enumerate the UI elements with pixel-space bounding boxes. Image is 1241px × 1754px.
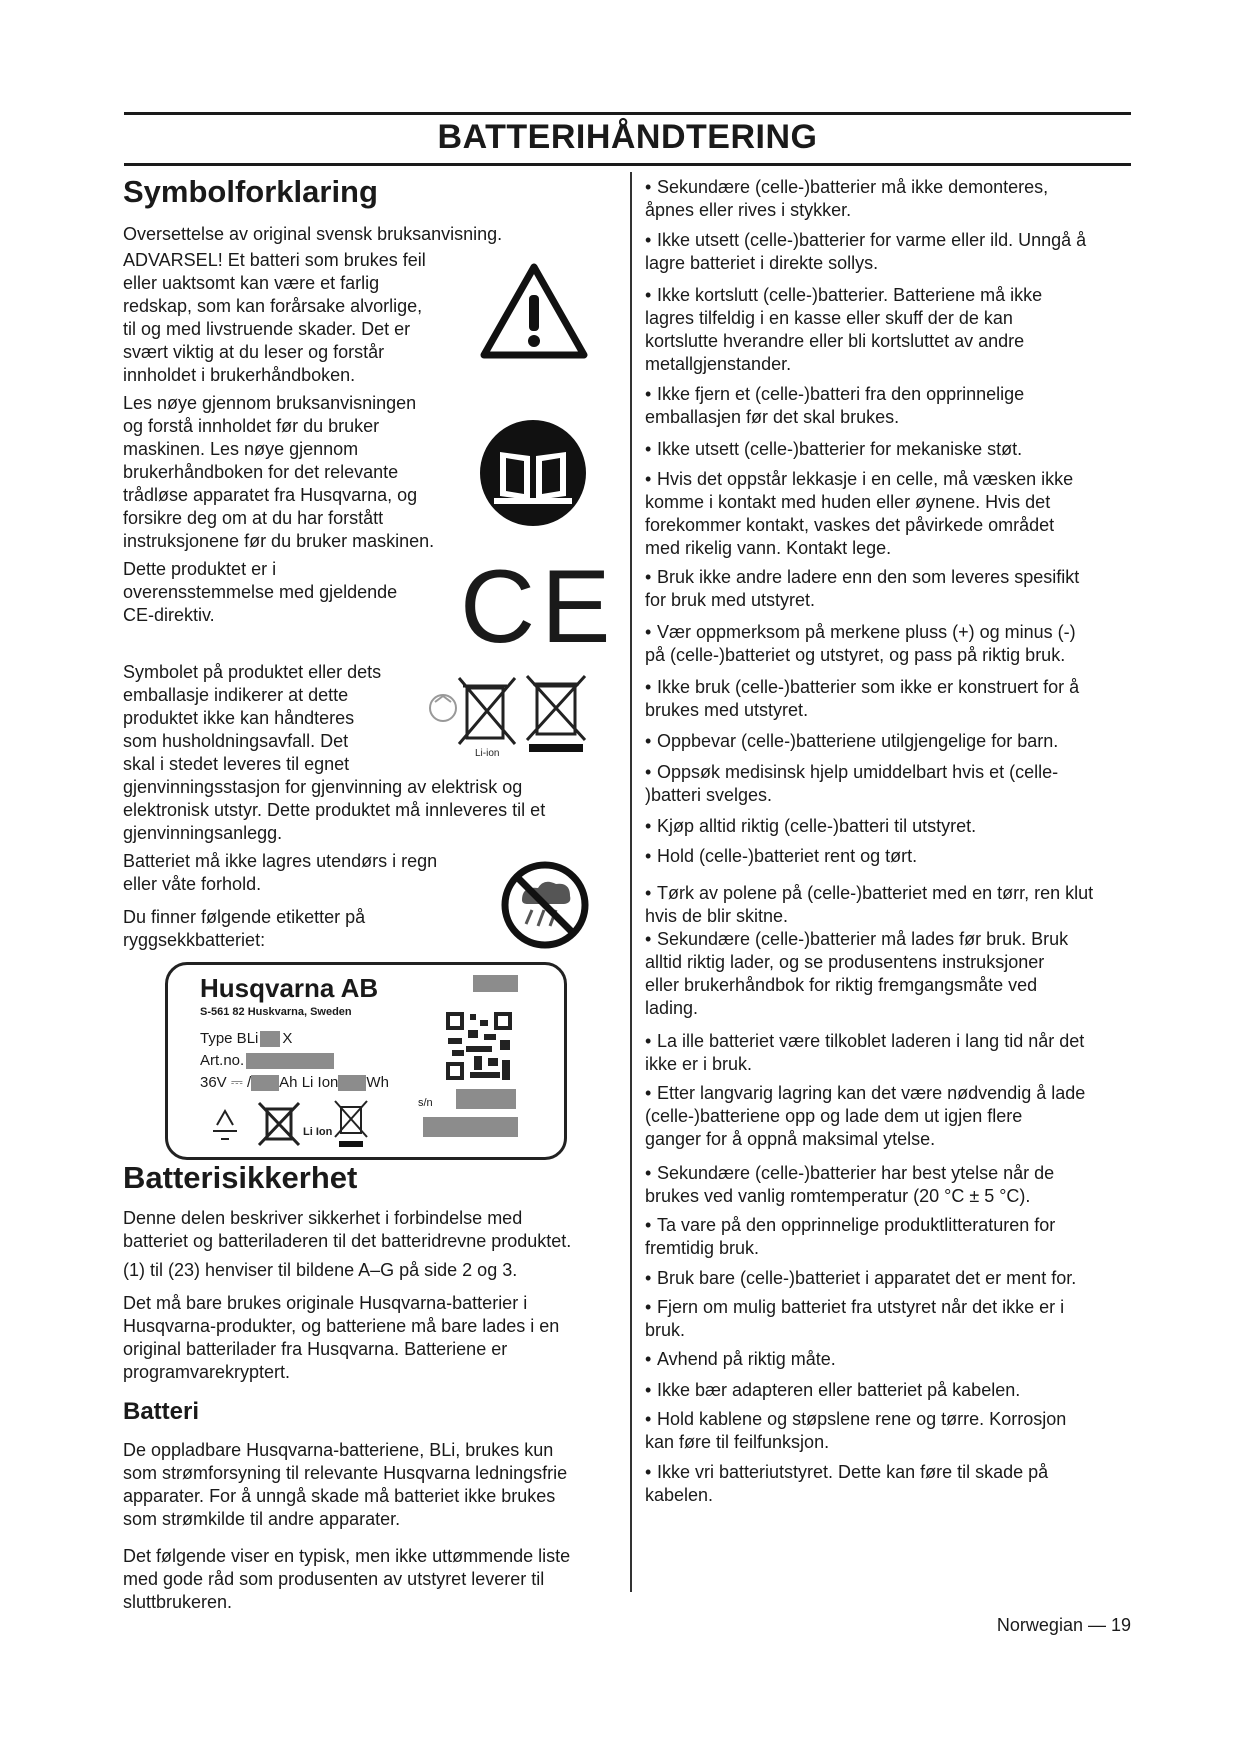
bullet-item: • Kjøp alltid riktig (celle-)batteri til utstyret. <box>645 816 977 836</box>
label-address: S-561 82 Huskvarna, Sweden <box>200 1006 352 1018</box>
manual-text: Les nøye gjennom bruksanvisningen og forstå innholdet før du bruker maskinen. Les nøye gjennom brukerhåndboken for det relevante trådløse apparatet fra Husqvarna, og forsikre deg om at du har forstått instruksjonene før du bruker maskinen. <box>123 393 435 551</box>
bullet-item: • Fjern om mulig batteriet fra utstyret når det ikke er i bruk. <box>645 1297 1065 1340</box>
label-brand: Husqvarna AB <box>200 973 379 1003</box>
safety-p1: Denne delen beskriver sikkerhet i forbindelse med batteriet og batteriladeren til det batteridrevne produktet. <box>123 1208 572 1251</box>
bullet-item: • Etter langvarig lagring kan det være nødvendig å lade (celle-)batteriene opp og lade dem ut igjen flere ganger for å oppnå maksimal ytelse. <box>645 1083 1086 1149</box>
bin-bar <box>529 744 583 752</box>
recycle-icon <box>213 1111 237 1139</box>
label-intro: Du finner følgende etiketter på ryggsekkbatteriet: <box>123 907 366 950</box>
bullet-item: • Vær oppmerksom på merkene pluss (+) og minus (-) på (celle-)batteriet og utstyret, og pass på riktig bruk. <box>645 622 1076 665</box>
bullet-item: • Sekundære (celle-)batterier må ikke demonteres, åpnes eller rives i stykker. <box>645 177 1049 220</box>
bullet-item: • Sekundære (celle-)batterier må lades før bruk. Bruk alltid riktig lader, og se produsentens instruksjoner eller brukerhåndbok for riktig fremgangsmåte ved lading. <box>645 929 1069 1018</box>
page-title: BATTERIHÅNDTERING <box>437 118 818 156</box>
weee-bin-icons <box>425 672 595 760</box>
battery-label <box>165 962 567 1160</box>
safety-p2: (1) til (23) henviser til bildene A–G på side 2 og 3. <box>123 1260 518 1280</box>
label-art: Art.no. <box>200 1052 334 1069</box>
bullet-item: • Avhend på riktig måte. <box>645 1349 836 1369</box>
crossed-bin-icon <box>459 678 515 744</box>
bullet-item: • Ikke bær adapteren eller batteriet på kabelen. <box>645 1380 1021 1400</box>
weee-text-long: gjenvinningsstasjon for gjenvinning av elektrisk og elektronisk utstyr. Dette produktet må innleveres til et gjenvinningsanlegg. <box>123 777 546 843</box>
ce-text: Dette produktet er i overensstemmelse med gjeldende CE-direktiv. <box>123 559 398 625</box>
bullet-item: • Ikke bruk (celle-)batterier som ikke er konstruert for å brukes med utstyret. <box>645 677 1080 720</box>
bullet-item: • Sekundære (celle-)batterier har best ytelse når de brukes ved vanlig romtemperatur (20 °C ± 5 °C). <box>645 1163 1055 1206</box>
bullet-item: • Oppbevar (celle-)batteriene utilgjengelige for barn. <box>645 731 1059 751</box>
bullet-item: • Ikke utsett (celle-)batterier for varme eller ild. Unngå å lagre batteriet i direkte sollys. <box>645 230 1087 273</box>
bullet-item: • Ikke fjern et (celle-)batteri fra den opprinnelige emballasjen før det skal brukes. <box>645 384 1025 427</box>
bullet-item: • Hvis det oppstår lekkasje i en celle, må væsken ikke komme i kontakt med huden eller øynene. Hvis det forekommer kontakt, vaskes det påvirkede området med rikelig vann. Kontakt lege. <box>645 469 1074 558</box>
bullet-item: • Ikke vri batteriutstyret. Dette kan føre til skade på kabelen. <box>645 1462 1049 1505</box>
read-manual-icon <box>478 418 588 528</box>
bullet-item: • Hold (celle-)batteriet rent og tørt. <box>645 846 918 866</box>
crossed-bin-icon-2 <box>527 676 585 740</box>
safety-heading: Batterisikkerhet <box>123 1160 358 1195</box>
weee-text-short: Symbolet på produktet eller dets emballasje indikerer at dette produktet ikke kan håndteres som husholdningsavfall. Det skal i stedet leveres til egnet <box>123 662 382 774</box>
crossed-bin-icon <box>259 1103 299 1145</box>
battery-heading: Batteri <box>123 1398 200 1425</box>
bullet-item: • Ikke utsett (celle-)batterier for mekaniske støt. <box>645 439 1023 459</box>
bullet-item: • Bruk bare (celle-)batteriet i apparatet det er ment for. <box>645 1268 1077 1288</box>
bullet-item: • Tørk av polene på (celle-)batteriet med en tørr, ren klut hvis de blir skitne. <box>645 883 1094 926</box>
warning-triangle-icon <box>478 261 590 361</box>
page-footer: Norwegian — 19 <box>996 1615 1131 1635</box>
label-ratings: 36V ⎓ / Ah Li Ion Wh <box>200 1074 389 1091</box>
bullet-item: • Oppsøk medisinsk hjelp umiddelbart hvis et (celle- )batteri svelges. <box>645 762 1059 805</box>
label-redacted-sn <box>456 1089 516 1109</box>
battery-p2: Det følgende viser en typisk, men ikke uttømmende liste med gode råd som produsenten av utstyret leverer til sluttbrukeren. <box>123 1546 571 1612</box>
title-underline <box>124 163 1131 166</box>
recycle-icon <box>430 695 456 721</box>
label-disposal-icons <box>203 1095 383 1150</box>
label-redacted-1 <box>473 975 518 992</box>
warning-text: ADVARSEL! Et batteri som brukes feil eller uaktsomt kan være et farlig redskap, som kan forårsake alvorlige, til og med livstruende skader. Det er svært viktig at du leser og forstår innholdet i brukerhåndboken. <box>123 250 426 385</box>
symbol-heading: Symbolforklaring <box>123 174 378 209</box>
translation-note: Oversettelse av original svensk bruksanvisning. <box>123 224 503 244</box>
label-sn: s/n <box>418 1097 433 1109</box>
rain-text: Batteriet må ikke lagres utendørs i regn eller våte forhold. <box>123 851 438 894</box>
weee-liion-label: Li-ion <box>475 748 500 759</box>
label-liion-bin: Li Ion <box>303 1126 333 1138</box>
bullet-item: • Ta vare på den opprinnelige produktlitteraturen for fremtidig bruk. <box>645 1215 1056 1258</box>
ce-mark-icon: CE <box>460 549 617 665</box>
bullet-item: • La ille batteriet være tilkoblet laderen i lang tid når det ikke er i bruk. <box>645 1031 1085 1074</box>
column-divider <box>630 172 632 1592</box>
bullet-item: • Hold kablene og støpslene rene og tørre. Korrosjon kan føre til feilfunksjon. <box>645 1409 1067 1452</box>
top-rule <box>124 112 1131 115</box>
label-redacted-bottom <box>423 1117 518 1137</box>
no-rain-icon <box>500 860 590 950</box>
battery-p1: De oppladbare Husqvarna-batteriene, BLi, brukes kun som strømforsyning til relevante Husqvarna ledningsfrie apparater. For å unngå skade må batteriet ikke brukes som strømkilde til andre apparater. <box>123 1440 568 1529</box>
qr-code-icon <box>444 1010 514 1082</box>
bullet-item: • Ikke kortslutt (celle-)batterier. Batteriene må ikke lagres tilfeldig i en kasse eller skuff der de kan kortslutte hverandre eller bli kortsluttet av andre metallgjenstander. <box>645 285 1043 374</box>
safety-p3: Det må bare brukes originale Husqvarna-batterier i Husqvarna-produkter, og batteriene må bare lades i en original batterilader fra Husqvarna. Batteriene er programvarekryptert. <box>123 1293 560 1382</box>
crossed-bin-icon-2 <box>335 1101 367 1137</box>
bullet-item: • Bruk ikke andre ladere enn den som leveres spesifikt for bruk med utstyret. <box>645 567 1080 610</box>
label-type: Type BLi X <box>200 1030 293 1047</box>
